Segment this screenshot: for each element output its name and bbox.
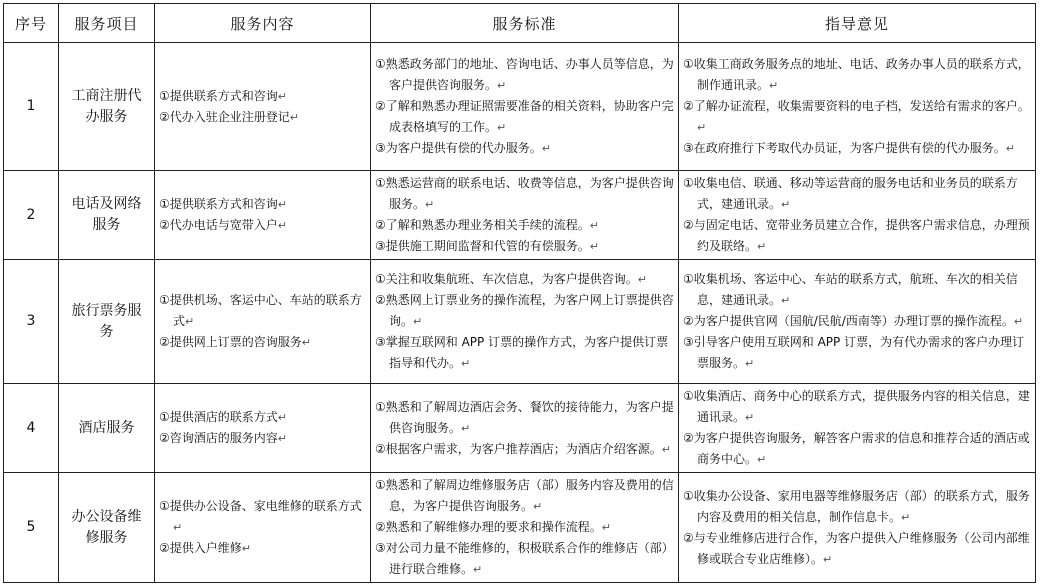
paragraph-mark-icon: ↵	[241, 542, 251, 555]
list-item	[375, 397, 674, 439]
list-item-text: ②代办电话与宽带入户	[159, 218, 278, 232]
header-service-standard: 服务标准	[371, 4, 679, 43]
service-content-cell	[155, 384, 371, 473]
service-content-cell	[155, 43, 371, 171]
list-item-text: ②与专业维修店进行合作，为客户提供入户维修服务（公司内部维修或联合专业店维修）。	[683, 530, 1030, 566]
service-item-text: 酒店服务	[78, 419, 135, 436]
table-row	[4, 384, 1036, 473]
list-item-text: ②了解和熟悉办理证照需要准备的相关资料，协助客户完成表格填写的工作。	[375, 99, 674, 134]
row-number	[4, 260, 59, 384]
paragraph-mark-icon: ↵	[589, 240, 599, 253]
list-item	[375, 236, 674, 257]
list-item-text: ②代办入驻企业注册登记	[159, 109, 290, 124]
paragraph-mark-icon: ↵	[533, 500, 543, 513]
row-number	[4, 43, 59, 171]
list-item	[159, 215, 366, 236]
list-item-text: ①熟悉和了解周边维修服务店（部）服务内容及费用的信息，为客户提供咨询服务。	[375, 478, 674, 513]
list-item-text: ①收集机场、客运中心、车站的联系方式，航班、车次的相关信息，建通讯录。	[683, 272, 1018, 307]
paragraph-mark-icon: ↵	[757, 240, 767, 253]
list-item	[683, 173, 1031, 215]
service-item-name	[59, 260, 155, 384]
service-item-name	[59, 384, 155, 473]
header-row	[4, 4, 1036, 43]
service-guidance-cell	[679, 171, 1036, 260]
list-item	[159, 290, 366, 332]
paragraph-mark-icon: ↵	[781, 198, 791, 211]
paragraph-mark-icon: ↵	[461, 357, 471, 370]
paragraph-mark-icon: ↵	[823, 552, 833, 566]
list-item-text: ②为客户提供官网（国航/民航/西南等）办理订票的操作流程。	[683, 314, 1014, 328]
list-item	[683, 428, 1031, 470]
paragraph-mark-icon: ↵	[277, 219, 287, 232]
paragraph-mark-icon: ↵	[277, 198, 287, 211]
list-item-text: ②熟悉网上订票业务的操作流程，为客户网上订票提供咨询。	[375, 293, 674, 328]
list-item	[375, 54, 674, 96]
list-item	[683, 528, 1031, 570]
paragraph-mark-icon: ↵	[413, 315, 423, 328]
list-item	[159, 107, 366, 128]
service-guidance-cell	[679, 384, 1036, 473]
service-content-cell	[155, 171, 371, 260]
list-item-text: ②咨询酒店的服务内容	[159, 431, 278, 445]
list-item	[375, 215, 674, 236]
list-item-text: ①熟悉和了解周边酒店会务、餐饮的接待能力，为客户提供咨询服务。	[375, 399, 674, 435]
paragraph-mark-icon: ↵	[497, 121, 507, 134]
list-item	[375, 173, 674, 215]
paragraph-mark-icon: ↵	[697, 121, 707, 134]
list-item-text: ②根据客户需求，为客户推荐酒店；为酒店介绍客源。	[375, 441, 662, 456]
list-item	[375, 332, 674, 374]
list-item	[683, 386, 1031, 428]
list-item	[375, 96, 674, 138]
list-item	[375, 517, 674, 538]
list-item	[375, 138, 674, 159]
service-standard-cell	[371, 171, 679, 260]
row-number	[4, 384, 59, 473]
row-number	[4, 473, 59, 583]
service-guidance-cell	[679, 473, 1036, 583]
list-item	[159, 496, 366, 538]
service-standard-cell	[371, 260, 679, 384]
header-service-content: 服务内容	[155, 4, 371, 43]
list-item	[683, 332, 1031, 374]
paragraph-mark-icon: ↵	[745, 357, 755, 370]
list-item-text: ①收集电信、联通、移动等运营商的服务电话和业务员的联系方式，建通讯录。	[683, 176, 1018, 211]
paragraph-mark-icon: ↵	[473, 563, 483, 576]
list-item-text: ③为客户提供有偿的代办服务。	[375, 141, 542, 155]
service-content-cell	[155, 260, 371, 384]
list-item-text: ①提供机场、客运中心、车站的联系方式	[159, 293, 362, 328]
paragraph-mark-icon: ↵	[769, 79, 779, 92]
list-item	[683, 311, 1031, 332]
list-item-text: ②提供入户维修	[159, 541, 242, 555]
list-item-text: ①收集酒店、商务中心的联系方式，提供服务内容的相关信息，建通讯录。	[683, 389, 1030, 424]
list-item-text: ①收集工商政务服务点的地址、电话、政务办事人员的联系方式，制作通讯录。	[683, 57, 1030, 92]
list-item-text: ②与固定电话、宽带业务员建立合作，提供客户需求信息，办理预约及联络。	[683, 218, 1030, 253]
row-number-text: 2	[26, 206, 36, 223]
paragraph-mark-icon: ↵	[289, 110, 299, 124]
paragraph-mark-icon: ↵	[277, 411, 287, 424]
list-item	[683, 215, 1031, 257]
list-item	[375, 269, 674, 290]
table-row	[4, 171, 1036, 260]
list-item	[375, 475, 674, 517]
list-item-text: ③引导客户使用互联网和 APP 订票，为有代办需求的客户办理订票服务。	[683, 335, 1025, 370]
list-item	[159, 407, 366, 428]
service-item-name	[59, 473, 155, 583]
service-standard-cell	[371, 473, 679, 583]
paragraph-mark-icon: ↵	[541, 142, 551, 155]
service-item-text: 电话及网络服务	[71, 196, 142, 233]
paragraph-mark-icon: ↵	[461, 421, 471, 435]
service-standard-cell	[371, 384, 679, 473]
list-item	[375, 290, 674, 332]
paragraph-mark-icon: ↵	[589, 219, 599, 232]
paragraph-mark-icon: ↵	[601, 521, 611, 534]
table-row	[4, 43, 1036, 171]
paragraph-mark-icon: ↵	[497, 79, 507, 92]
list-item-text: ③掌握互联网和 APP 订票的操作方式，为客户提供订票指导和代办。	[375, 335, 669, 370]
list-item-text: ②提供网上订票的咨询服务	[159, 335, 302, 349]
list-item-text: ①关注和收集航班、车次信息，为客户提供咨询。	[375, 272, 638, 286]
list-item-text: ①收集办公设备、家用电器等维修服务店（部）的联系方式，服务内容及费用的相关信息，制作信息卡。	[683, 488, 1030, 524]
service-item-text: 工商注册代办服务	[71, 87, 142, 125]
paragraph-mark-icon: ↵	[637, 273, 647, 286]
list-item-text: ②了解办证流程，收集需要资料的电子档，发送给有需求的客户。	[683, 99, 1030, 113]
list-item	[683, 269, 1031, 311]
list-item	[375, 538, 674, 580]
service-table	[3, 3, 1036, 583]
paragraph-mark-icon: ↵	[277, 432, 287, 445]
list-item-text: ①提供酒店的联系方式	[159, 410, 278, 424]
paragraph-mark-icon: ↵	[301, 336, 311, 349]
service-guidance-cell	[679, 260, 1036, 384]
list-item	[159, 86, 366, 107]
paragraph-mark-icon: ↵	[901, 510, 911, 524]
paragraph-mark-icon: ↵	[745, 411, 755, 424]
list-item	[683, 138, 1031, 159]
row-number	[4, 171, 59, 260]
service-item-name	[59, 43, 155, 171]
row-number-text: 4	[26, 419, 36, 436]
list-item-text: ①熟悉运营商的联系电话、收费等信息，为客户提供咨询服务。	[375, 176, 674, 211]
header-service-item: 服务项目	[59, 4, 155, 43]
list-item	[159, 538, 366, 559]
row-number-text: 1	[26, 98, 36, 114]
paragraph-mark-icon: ↵	[185, 315, 195, 328]
list-item	[159, 332, 366, 353]
paragraph-mark-icon: ↵	[277, 89, 287, 103]
list-item	[683, 486, 1031, 528]
list-item-text: ①提供办公设备、家电维修的联系方式	[159, 499, 362, 513]
list-item-text: ②了解和熟悉办理业务相关手续的流程。	[375, 218, 590, 232]
list-item-text: ③对公司力量不能维修的，积极联系合作的维修店（部）进行联合维修。	[375, 541, 674, 576]
paragraph-mark-icon: ↵	[173, 521, 183, 534]
list-item-text: ③在政府推行下考取代办员证，为客户提供有偿的代办服务。	[683, 141, 1006, 155]
list-item	[375, 439, 674, 460]
list-item	[683, 54, 1031, 96]
list-item-text: ②熟悉和了解维修办理的要求和操作流程。	[375, 520, 602, 534]
paragraph-mark-icon: ↵	[757, 453, 767, 466]
table-row	[4, 473, 1036, 583]
service-content-cell	[155, 473, 371, 583]
row-number-text: 3	[26, 313, 36, 329]
list-item-text: ③提供施工期间监督和代管的有偿服务。	[375, 239, 590, 253]
list-item	[159, 194, 366, 215]
list-item-text: ①提供联系方式和咨询	[159, 88, 278, 103]
paragraph-mark-icon: ↵	[661, 442, 671, 456]
service-guidance-cell	[679, 43, 1036, 171]
service-item-name	[59, 171, 155, 260]
header-seq: 序号	[4, 4, 59, 43]
paragraph-mark-icon: ↵	[1013, 315, 1024, 328]
paragraph-mark-icon: ↵	[781, 294, 791, 307]
paragraph-mark-icon: ↵	[1005, 142, 1015, 155]
service-item-text: 办公设备维修服务	[71, 508, 142, 546]
row-number-text: 5	[26, 519, 36, 535]
table-row	[4, 260, 1036, 384]
list-item-text: ①提供联系方式和咨询	[159, 197, 278, 211]
service-standard-cell	[371, 43, 679, 171]
list-item-text: ①熟悉政务部门的地址、咨询电话、办事人员等信息，为客户提供咨询服务。	[375, 57, 674, 92]
header-guidance: 指导意见	[679, 4, 1036, 43]
service-item-text: 旅行票务服务	[71, 302, 142, 340]
paragraph-mark-icon: ↵	[425, 198, 435, 211]
list-item	[683, 96, 1031, 138]
list-item-text: ②为客户提供咨询服务，解答客户需求的信息和推荐合适的酒店或商务中心。	[683, 431, 1030, 466]
list-item	[159, 428, 366, 449]
